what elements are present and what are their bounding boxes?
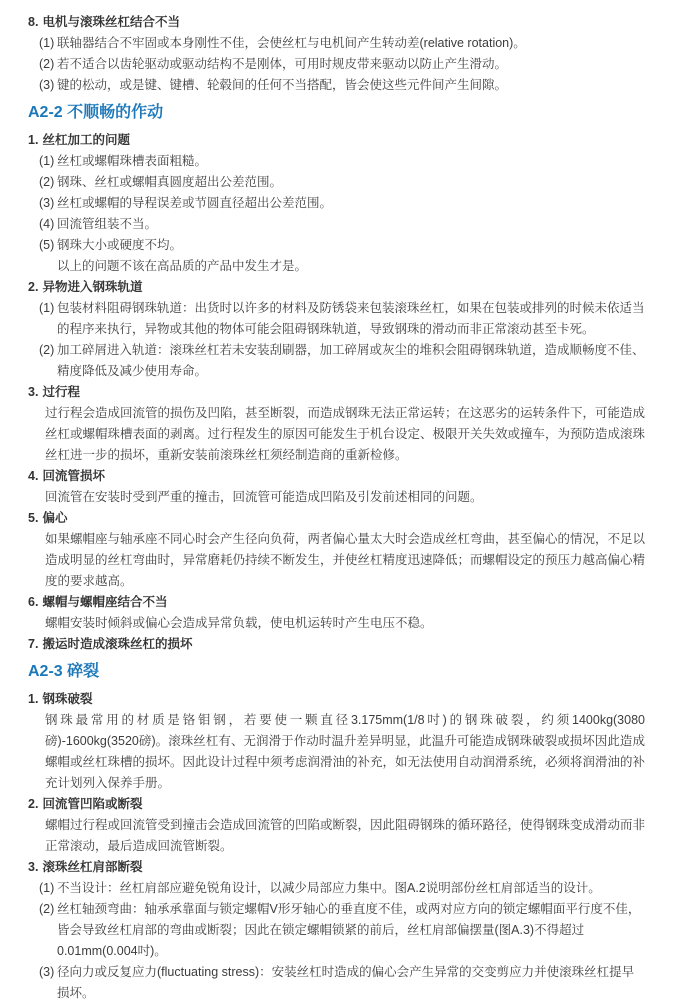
section-item	[28, 857, 645, 1004]
item-heading	[28, 794, 645, 815]
item-heading	[28, 689, 645, 710]
item-number: 1.	[28, 692, 39, 706]
item-heading	[28, 857, 645, 878]
item-number: 8.	[28, 15, 39, 29]
item-number: 5.	[28, 511, 39, 525]
item-note: 以上的问题不该在高品质的产品中发生才是。	[57, 259, 308, 273]
item-heading	[28, 130, 645, 151]
list-item	[39, 878, 645, 899]
list-item	[39, 899, 645, 962]
item-title: 搬运时造成滚珠丝杠的损坏	[42, 637, 193, 651]
item-heading	[28, 12, 645, 33]
item-number: 3.	[28, 860, 39, 874]
subitem-marker: (2)	[39, 57, 55, 71]
list-item	[39, 962, 645, 1004]
section-item	[28, 277, 645, 382]
section-item	[28, 592, 645, 634]
section-item	[28, 130, 645, 277]
subitem-text: 丝杠轴颈弯曲：轴承承靠面与锁定螺帽V形牙轴心的垂直度不佳，或两对应方向的锁定螺帽面平行度不佳，皆会导致丝杠肩部的弯曲或断裂；因此在锁定螺帽锁紧的前后，丝杠肩部偏摆量(图A.3)不得超过0.01mm(0.004吋)。	[57, 902, 641, 958]
item-number: 6.	[28, 595, 39, 609]
subitem-marker: (2)	[39, 343, 55, 357]
subitem-text: 回流管组装不当。	[57, 217, 158, 231]
item-paragraph: 回流管在安装时受到严重的撞击，回流管可能造成凹陷及引发前述相同的问题。	[45, 490, 483, 504]
section-item	[28, 794, 645, 857]
subitem-marker: (1)	[39, 301, 55, 315]
item-heading	[28, 634, 645, 655]
list-item	[39, 75, 645, 96]
subitem-marker: (1)	[39, 154, 55, 168]
subitem-marker: (3)	[39, 196, 55, 210]
list-item	[39, 340, 645, 382]
subitem-text: 径向力或反复应力(fluctuating stress)：安装丝杠时造成的偏心会产生异常的交变剪应力并使滚珠丝杠提早损坏。	[57, 965, 635, 1000]
subitem-marker: (1)	[39, 881, 55, 895]
subitem-marker: (1)	[39, 36, 55, 50]
list-item	[39, 172, 645, 193]
subitem-marker: (2)	[39, 175, 55, 189]
item-title: 钢珠破裂	[42, 692, 93, 706]
subitem-marker: (3)	[39, 965, 55, 979]
list-item	[39, 54, 645, 75]
section-item	[28, 466, 645, 508]
section-item	[28, 382, 645, 466]
item-title: 滚珠丝杠肩部断裂	[42, 860, 143, 874]
subitem-text: 加工碎屑进入轨道：滚珠丝杠若未安装刮刷器，加工碎屑或灰尘的堆积会阻碍钢珠轨道，造成顺畅度不佳、精度降低及减少使用寿命。	[57, 343, 645, 378]
section-item	[28, 12, 645, 96]
item-number: 1.	[28, 133, 39, 147]
item-heading	[28, 508, 645, 529]
section-item	[28, 634, 645, 655]
item-title: 回流管凹陷或断裂	[42, 797, 143, 811]
section-item	[28, 508, 645, 592]
item-heading	[28, 466, 645, 487]
subitem-marker: (3)	[39, 78, 55, 92]
list-item	[39, 151, 645, 172]
item-number: 3.	[28, 385, 39, 399]
section-item	[28, 689, 645, 794]
subitem-text: 钢珠、丝杠或螺帽真圆度超出公差范围。	[57, 175, 283, 189]
item-heading	[28, 382, 645, 403]
item-paragraph: 钢珠最常用的材质是铬钼钢，若要使一颗直径3.175mm(1/8吋)的钢珠破裂，约须1400kg(3080磅)-1600kg(3520磅)。滚珠丝杠有、无润滑于作动时温升差异明显，此温升可能造成钢珠破裂或损坏因此造成螺帽或丝杠珠槽的损坏。因此设计过程中须考虑润滑油的补充，如无法使用自动润滑系统，必须将润滑油的补充计划列入保养手册。	[45, 713, 646, 790]
item-number: 2.	[28, 280, 39, 294]
subitem-text: 若不适合以齿轮驱动或驱动结构不是刚体，可用时规皮带来驱动以防止产生滑动。	[57, 57, 508, 71]
list-item	[39, 235, 645, 256]
item-title: 偏心	[42, 511, 68, 525]
subitem-text: 联轴器结合不牢固或本身刚性不佳，会使丝杠与电机间产生转动差(relative rotation)。	[57, 36, 526, 50]
item-paragraph: 螺帽安装时倾斜或偏心会造成异常负载，使电机运转时产生电压不稳。	[45, 616, 433, 630]
item-paragraph: 螺帽过行程或回流管受到撞击会造成回流管的凹陷或断裂，因此阻碍钢珠的循环路径，使得钢珠变成滑动而非正常滚动，最后造成回流管断裂。	[45, 818, 646, 853]
item-title: 丝杠加工的问题	[42, 133, 130, 147]
subitem-text: 丝杠或螺帽珠槽表面粗糙。	[57, 154, 208, 168]
subitem-text: 不当设计：丝杠肩部应避免锐角设计，以减少局部应力集中。图A.2说明部份丝杠肩部适当的设计。	[57, 881, 601, 895]
section-heading-a2-3: A2-3 碎裂	[28, 663, 100, 680]
item-title: 电机与滚珠丝杠结合不当	[42, 15, 180, 29]
item-number: 7.	[28, 637, 39, 651]
section-heading-a2-2: A2-2 不顺畅的作动	[28, 104, 164, 121]
list-item	[39, 193, 645, 214]
item-title: 螺帽与螺帽座结合不当	[42, 595, 168, 609]
item-paragraph: 如果螺帽座与轴承座不同心时会产生径向负荷，两者偏心量太大时会造成丝杠弯曲，甚至偏心的情况，不足以造成明显的丝杠弯曲时，异常磨耗仍持续不断发生，并使丝杠精度迅速降低；而螺帽设定的预压力越高偏心精度的要求越高。	[45, 532, 646, 588]
subitem-text: 包装材料阻碍钢珠轨道：出货时以许多的材料及防锈袋来包装滚珠丝杠，如果在包装或排列的时候未依适当的程序来执行，异物或其他的物体可能会阻碍钢珠轨道，导致钢珠的滑动而非正常滚动甚至卡死。	[57, 301, 645, 336]
item-title: 回流管损坏	[42, 469, 105, 483]
item-title: 异物进入钢珠轨道	[42, 280, 143, 294]
list-item	[39, 33, 645, 54]
list-item	[39, 298, 645, 340]
subitem-text: 键的松动，或是键、键槽、轮毂间的任何不当搭配，皆会使这些元件间产生间隙。	[57, 78, 508, 92]
subitem-text: 钢珠大小或硬度不均。	[57, 238, 183, 252]
item-title: 过行程	[42, 385, 80, 399]
subitem-marker: (2)	[39, 902, 55, 916]
list-item	[39, 214, 645, 235]
item-number: 2.	[28, 797, 39, 811]
item-number: 4.	[28, 469, 39, 483]
item-paragraph: 过行程会造成回流管的损伤及凹陷，甚至断裂，而造成钢珠无法正常运转；在这恶劣的运转条件下，可能造成丝杠或螺帽珠槽表面的剥离。过行程发生的原因可能发生于机台设定、极限开关失效或撞车，为预防造成滚珠丝杠进一步的损坏，重新安装前滚珠丝杠须经制造商的重新检修。	[45, 406, 646, 462]
subitem-text: 丝杠或螺帽的导程误差或节圆直径超出公差范围。	[57, 196, 333, 210]
subitem-marker: (5)	[39, 238, 55, 252]
item-heading	[28, 592, 645, 613]
subitem-marker: (4)	[39, 217, 55, 231]
item-heading	[28, 277, 645, 298]
